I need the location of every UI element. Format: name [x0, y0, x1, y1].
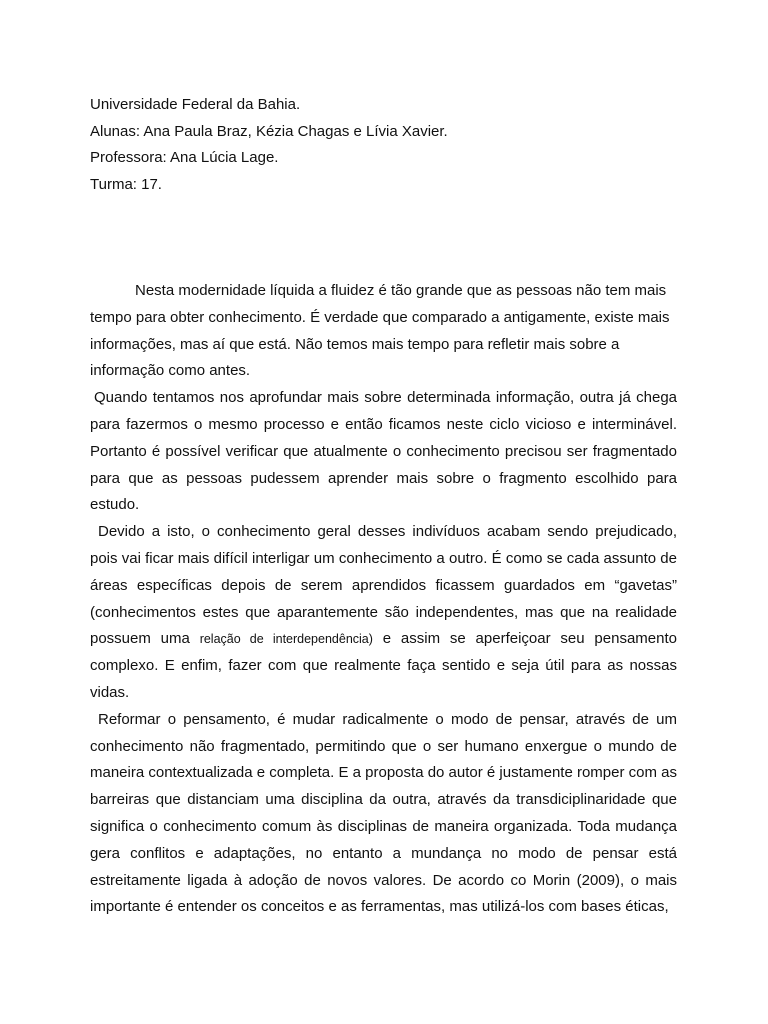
professor-line: Professora: Ana Lúcia Lage.: [90, 149, 279, 167]
paragraph-3-text-b: e assim se aperfeiçoar seu pensamento complexo. E enfim, fazer com que realmente faça sentido e seja útil para as nossas vidas.: [90, 630, 677, 701]
university-name: Universidade Federal da Bahia.: [90, 96, 301, 113]
paragraph-3: [90, 519, 677, 707]
class-line: Turma: 17.: [90, 176, 162, 194]
document-header: [90, 92, 690, 199]
paragraph-1: Nesta modernidade líquida a fluidez é tão grande que as pessoas não tem mais tempo para obter conhecimento. É verdade que comparado a antigamente, existe mais informações, mas aí que está. Não temos mais tempo para refletir mais sobre a informação como antes.: [90, 282, 670, 380]
paragraph-3-text-a: Devido a isto, o conhecimento geral desses indivíduos acabam sendo prejudicado, pois vai ficar mais difícil interligar um conhecimento a outro. É como se cada assunto de áreas específicas depois de serem aprendidos ficassem guardados em “gavetas” (conhecimentos estes que aparantemente são independentes, mas que na realidade possuem uma: [90, 523, 677, 648]
document-body: [90, 278, 677, 921]
students-line: Alunas: Ana Paula Braz, Kézia Chagas e Lívia Xavier.: [90, 122, 448, 140]
paragraph-2: Quando tentamos nos aprofundar mais sobre determinada informação, outra já chega para fazermos o mesmo processo e então ficamos neste ciclo vicioso e interminável. Portanto é possível verificar que atualmente o conhecimento precisou ser fragmentado para que as pessoas pudessem aprender mais sobre o fragmento escolhido para estudo.: [90, 389, 677, 514]
paragraph-4: Reformar o pensamento, é mudar radicalmente o modo de pensar, através de um conhecimento não fragmentado, permitindo que o ser humano enxergue o mundo de maneira contextualizada e completa. E a proposta do autor é justamente romper com as barreiras que distanciam uma disciplina da outra, através da transdiciplinaridade que significa o conhecimento comum às disciplinas de maneira organizada. Toda mudança gera conflitos e adaptações, no entanto a mundança no modo de pensar está estreitamente ligada à adoção de novos valores. De acordo co Morin (2009), o mais importante é entender os conceitos e as ferramentas, mas utilizá-los com bases éticas,: [90, 710, 677, 916]
paragraph-3-small-text: relação de interdependência): [199, 632, 373, 647]
